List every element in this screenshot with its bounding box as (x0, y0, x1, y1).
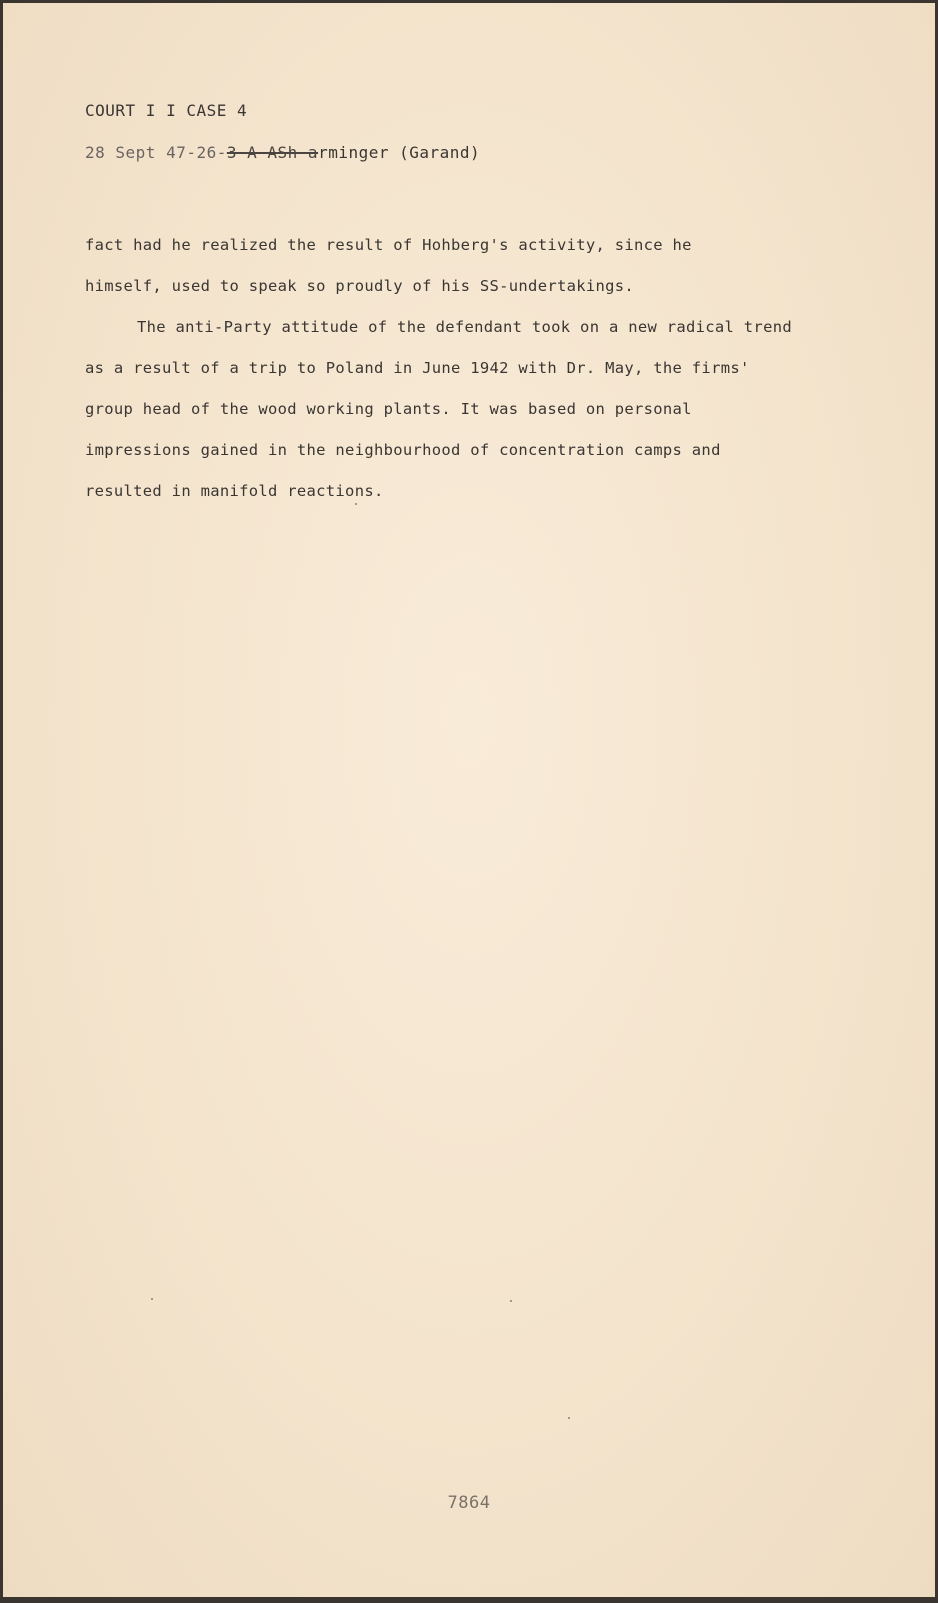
transcript-body (85, 225, 885, 512)
paper-speck (151, 1298, 153, 1300)
session-date: 28 Sept 47-26- (85, 143, 227, 162)
paper-speck (568, 1417, 570, 1419)
court-case-header: COURT I I CASE 4 (85, 101, 248, 120)
body-line-5: group head of the wood working plants. It was based on personal (85, 400, 692, 418)
paper-speck (510, 1300, 512, 1302)
body-line-7: resulted in manifold reactions. (85, 482, 384, 500)
witness-name: rminger (Garand) (318, 143, 481, 162)
body-line-1: fact had he realized the result of Hohberg's activity, since he (85, 236, 692, 254)
body-line-4: as a result of a trip to Poland in June 1942 with Dr. May, the firms' (85, 359, 750, 377)
document-page (3, 3, 935, 1597)
body-line-3: The anti-Party attitude of the defendant took on a new radical trend (137, 318, 792, 336)
body-line-2: himself, used to speak so proudly of his SS-undertakings. (85, 277, 635, 295)
page-number: 7864 (447, 1493, 491, 1513)
session-line (85, 143, 480, 162)
body-line-6: impressions gained in the neighbourhood of concentration camps and (85, 441, 721, 459)
struck-text: 3-A-ASh-a (226, 143, 319, 162)
paper-speck (355, 503, 357, 505)
